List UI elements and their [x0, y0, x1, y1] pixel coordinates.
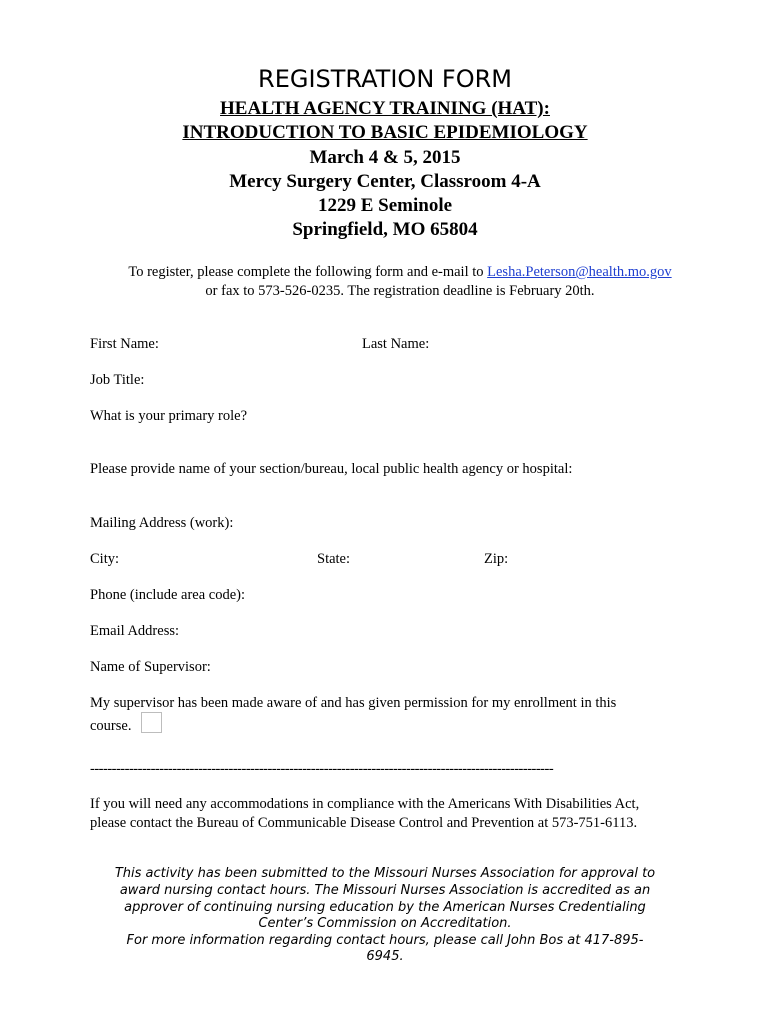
event-date: March 4 & 5, 2015 — [309, 147, 461, 168]
phone-label: Phone (include area code): — [90, 587, 245, 603]
mailing-address-label: Mailing Address (work): — [90, 515, 234, 531]
accommodations-line2: please contact the Bureau of Communicable Disease Control and Prevention at 573-751-6113. — [90, 815, 638, 831]
intro-line2: or fax to 573-526-0235. The registration deadline is February 20th. — [205, 283, 595, 299]
accreditation-line2: award nursing contact hours. The Missouri Nurses Association is accredited as an — [119, 883, 651, 898]
event-city: Springfield, MO 65804 — [292, 219, 478, 240]
accreditation-line1: This activity has been submitted to the Missouri Nurses Association for approval to — [114, 866, 656, 881]
permission-statement-line2: course. — [90, 718, 132, 734]
event-venue: Mercy Surgery Center, Classroom 4-A — [229, 171, 541, 192]
training-title-line1: HEALTH AGENCY TRAINING (HAT): — [220, 98, 550, 119]
last-name-label: Last Name: — [362, 336, 430, 352]
primary-role-label: What is your primary role? — [90, 408, 248, 424]
accreditation-line3: approver of continuing nursing education by the American Nurses Credentialing — [124, 900, 646, 915]
permission-statement-line1: My supervisor has been made aware of and has given permission for my enrollment in this — [90, 695, 617, 711]
accommodations-line1: If you will need any accommodations in compliance with the Americans With Disabilities Act, — [90, 796, 640, 812]
state-label: State: — [317, 551, 351, 567]
registration-email-link[interactable]: Lesha.Peterson@health.mo.gov — [487, 264, 672, 280]
first-name-label: First Name: — [90, 336, 159, 352]
city-label: City: — [90, 551, 120, 567]
contact-hours-line1: For more information regarding contact hours, please call John Bos at 417-895- — [126, 933, 644, 948]
intro-text: To register, please complete the following form and e-mail to — [128, 264, 488, 280]
contact-hours-line2: 6945. — [366, 949, 404, 964]
supervisor-permission-checkbox[interactable] — [141, 712, 162, 733]
agency-label: Please provide name of your section/bureau, local public health agency or hospital: — [90, 461, 573, 477]
event-street: 1229 E Seminole — [317, 195, 453, 216]
email-address-label: Email Address: — [90, 623, 180, 639]
training-title-line2: INTRODUCTION TO BASIC EPIDEMIOLOGY — [182, 122, 588, 143]
job-title-label: Job Title: — [90, 372, 145, 388]
supervisor-label: Name of Supervisor: — [90, 659, 211, 675]
zip-label: Zip: — [484, 551, 509, 567]
intro-line1 — [0, 263, 770, 281]
form-title: REGISTRATION FORM — [258, 65, 512, 93]
accreditation-line4: Center’s Commission on Accreditation. — [258, 916, 512, 931]
separator-line: ----------------------------------------------------------------------------------------------------------- — [90, 761, 554, 777]
